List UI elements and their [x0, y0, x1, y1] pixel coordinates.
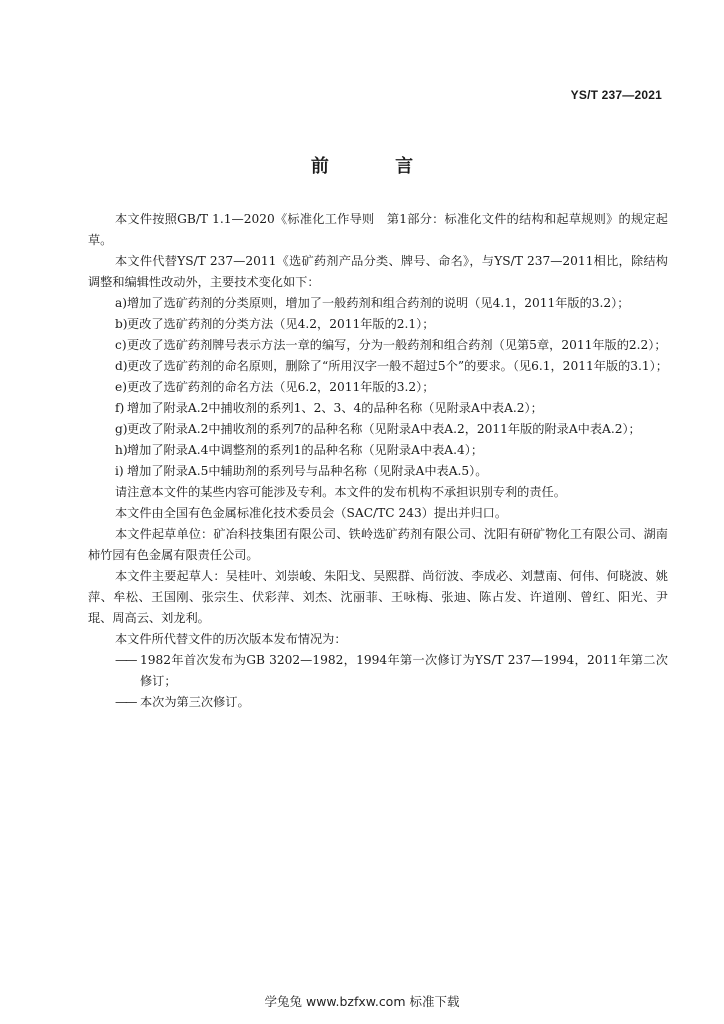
list-item-text: 增加了附录A.2中捕收剂的系列1、2、3、4的品种名称（见附录A中表A.2）； — [127, 401, 543, 415]
list-item-text: 增加了选矿药剂的分类原则，增加了一般药剂和组合药剂的说明（见4.1，2011年版的3.2）； — [127, 296, 630, 310]
dash-mark: —— — [115, 653, 136, 667]
list-item — [88, 377, 668, 398]
paragraph-patent-notice: 请注意本文件的某些内容可能涉及专利。本文件的发布机构不承担识别专利的责任。 — [115, 485, 566, 499]
history-item — [88, 692, 668, 713]
paragraph-drafting-units: 本文件起草单位：矿冶科技集团有限公司、铁岭选矿药剂有限公司、沈阳有研矿物化工有限公司、湖南柿竹园有色金属有限责任公司。 — [88, 527, 668, 562]
history-item-text: 1982年首次发布为GB 3202—1982，1994年第一次修订为YS/T 237—1994，2011年第二次修订； — [140, 653, 668, 688]
list-item-label: b) — [115, 317, 128, 331]
document-body — [88, 209, 668, 713]
paragraph-drafting-rule: 本文件按照GB/T 1.1—2020《标准化工作导则 第1部分：标准化文件的结构和起草规则》的规定起草。 — [88, 212, 668, 247]
list-item-label: i) — [115, 464, 124, 478]
list-item-text: 增加了附录A.4中调整剂的系列1的品种名称（见附录A中表A.4）； — [127, 443, 484, 457]
list-item-label: c) — [115, 338, 127, 352]
list-item-text: 更改了选矿药剂牌号表示方法一章的编写，分为一般药剂和组合药剂（见第5章，2011年版的2.2）； — [127, 338, 667, 352]
list-item — [88, 419, 668, 440]
page-title: 前 言 — [310, 156, 444, 177]
paragraph-drafters: 本文件主要起草人：吴桂叶、刘崇峻、朱阳戈、吴熙群、尚衍波、李成必、刘慧南、何伟、何晓波、姚萍、牟松、王国刚、张宗生、伏彩萍、刘杰、沈丽菲、王咏梅、张迪、陈占发、许道刚、曾红、阳光、尹琨、周高云、刘龙利。 — [88, 569, 668, 625]
list-item-label: a) — [115, 296, 128, 310]
list-item — [88, 356, 668, 377]
list-item — [88, 314, 668, 335]
list-item-label: e) — [115, 380, 127, 394]
list-item — [88, 293, 668, 314]
dash-mark: —— — [115, 695, 136, 709]
list-item — [88, 398, 668, 419]
list-item — [88, 335, 668, 356]
list-item-text: 增加了附录A.5中辅助剂的系列号与品种名称（见附录A中表A.5）。 — [127, 464, 488, 478]
list-item-label: d) — [115, 359, 128, 373]
paragraph-history-intro: 本文件所代替文件的历次版本发布情况为： — [115, 632, 347, 646]
standard-code: YS/T 237—2021 — [570, 88, 662, 102]
list-item-text: 更改了选矿药剂的命名原则，删除了“所用汉字一般不超过5个”的要求。（见6.1，2011年版的3.1）； — [127, 359, 668, 373]
history-item — [88, 650, 668, 692]
history-list — [88, 650, 668, 713]
list-item-label: g) — [115, 422, 128, 436]
list-item-text: 更改了选矿药剂的分类方法（见4.2，2011年版的2.1）； — [127, 317, 435, 331]
footer-watermark: 学兔兔 www.bzfxw.com 标准下载 — [264, 994, 460, 1009]
list-item-text: 更改了选矿药剂的命名方法（见6.2，2011年版的3.2）； — [127, 380, 435, 394]
history-item-text: 本次为第三次修订。 — [140, 695, 250, 709]
change-list — [88, 293, 668, 482]
list-item-text: 更改了附录A.2中捕收剂的系列7的品种名称（见附录A中表A.2，2011年版的附录A中表A.2）； — [127, 422, 641, 436]
list-item-label: f) — [115, 401, 125, 415]
paragraph-replacement: 本文件代替YS/T 237—2011《选矿药剂产品分类、牌号、命名》，与YS/T 237—2011相比，除结构调整和编辑性改动外，主要技术变化如下： — [88, 254, 668, 289]
list-item — [88, 461, 668, 482]
list-item — [88, 440, 668, 461]
paragraph-proposer: 本文件由全国有色金属标准化技术委员会（SAC/TC 243）提出并归口。 — [115, 506, 508, 520]
list-item-label: h) — [115, 443, 128, 457]
